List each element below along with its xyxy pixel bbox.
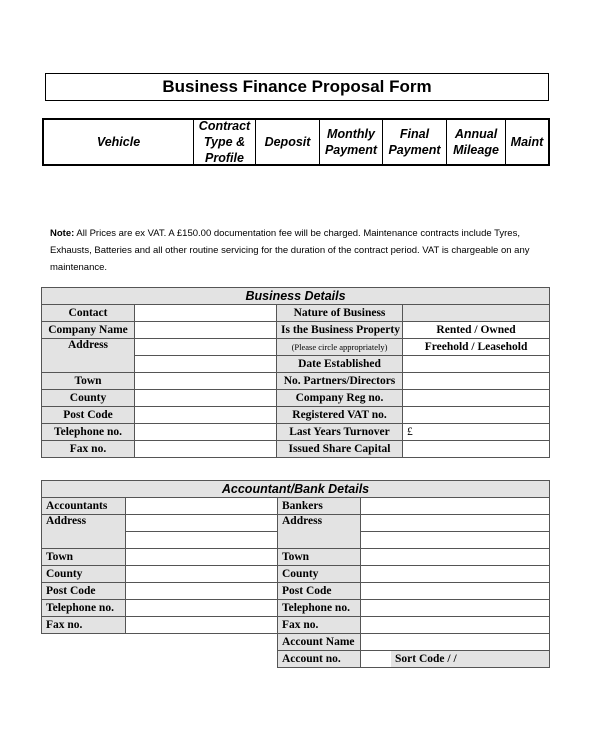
final-payment-header: Final Payment <box>383 120 447 164</box>
bank-address-field-2[interactable] <box>361 532 550 549</box>
town-label: Town <box>42 373 135 390</box>
acc-town-field[interactable] <box>126 549 278 566</box>
county-label: County <box>42 390 135 407</box>
account-name-field[interactable] <box>361 634 550 651</box>
bank-fax-field[interactable] <box>361 617 550 634</box>
accountant-bank-heading: Accountant/Bank Details <box>42 481 550 498</box>
note-body: All Prices are ex VAT. A £150.00 documentation fee will be charged. Maintenance contracts include Tyres, Exhausts, Batteries and all other routine servicing for the duration of the contract period. VAT is chargeable on any maintenance. <box>50 228 530 273</box>
telephone-field[interactable] <box>135 424 277 441</box>
circle-note: (Please circle appropriately) <box>277 339 403 356</box>
account-no-row <box>361 651 550 668</box>
bank-county-field[interactable] <box>361 566 550 583</box>
fax-label: Fax no. <box>42 441 135 458</box>
post-code-field[interactable] <box>135 407 277 424</box>
vehicle-header: Vehicle <box>44 120 194 164</box>
nature-of-business-field[interactable] <box>403 305 550 322</box>
town-field[interactable] <box>135 373 277 390</box>
sort-code-field[interactable]: Sort Code / / <box>391 651 549 667</box>
monthly-payment-header: Monthly Payment <box>320 120 383 164</box>
blank-cell <box>42 634 278 651</box>
contact-field[interactable] <box>135 305 277 322</box>
post-code-label: Post Code <box>42 407 135 424</box>
account-name-label: Account Name <box>278 634 361 651</box>
accountants-label: Accountants <box>42 498 126 515</box>
partners-label: No. Partners/Directors <box>277 373 403 390</box>
issued-share-capital-field[interactable] <box>403 441 550 458</box>
account-no-label: Account no. <box>278 651 361 668</box>
registered-vat-label: Registered VAT no. <box>277 407 403 424</box>
bank-post-code-field[interactable] <box>361 583 550 600</box>
note-label: Note: <box>50 228 75 239</box>
is-property-label: Is the Business Property <box>277 322 403 339</box>
bankers-label: Bankers <box>278 498 361 515</box>
acc-town-label: Town <box>42 549 126 566</box>
acc-address-field-2[interactable] <box>126 532 278 549</box>
county-field[interactable] <box>135 390 277 407</box>
nature-of-business-label: Nature of Business <box>277 305 403 322</box>
contact-label: Contact <box>42 305 135 322</box>
pound-sign: £ <box>407 426 413 438</box>
freehold-leasehold-option[interactable]: Freehold / Leasehold <box>403 339 550 356</box>
address-field-2[interactable] <box>135 356 277 373</box>
bank-address-label: Address <box>278 515 361 549</box>
account-no-field[interactable] <box>361 651 391 667</box>
issued-share-capital-label: Issued Share Capital <box>277 441 403 458</box>
company-reg-field[interactable] <box>403 390 550 407</box>
bank-address-field-1[interactable] <box>361 515 550 532</box>
business-details-table <box>41 287 550 458</box>
acc-telephone-field[interactable] <box>126 600 278 617</box>
accountant-bank-table <box>41 480 550 668</box>
acc-county-label: County <box>42 566 126 583</box>
blank-cell <box>42 651 278 668</box>
acc-address-field-1[interactable] <box>126 515 278 532</box>
acc-fax-label: Fax no. <box>42 617 126 634</box>
date-established-field[interactable] <box>403 356 550 373</box>
accountants-field[interactable] <box>126 498 278 515</box>
acc-county-field[interactable] <box>126 566 278 583</box>
acc-fax-field[interactable] <box>126 617 278 634</box>
address-label: Address <box>42 339 135 373</box>
bank-post-code-label: Post Code <box>278 583 361 600</box>
vehicle-table <box>42 118 550 166</box>
rented-owned-option[interactable]: Rented / Owned <box>403 322 550 339</box>
maint-header: Maint <box>510 135 544 149</box>
deposit-header: Deposit <box>256 120 320 164</box>
company-name-field[interactable] <box>135 322 277 339</box>
bank-town-label: Town <box>278 549 361 566</box>
address-field-1[interactable] <box>135 339 277 356</box>
fax-field[interactable] <box>135 441 277 458</box>
last-years-turnover-label: Last Years Turnover <box>277 424 403 441</box>
note-text <box>50 225 540 276</box>
annual-mileage-header: Annual Mileage <box>447 120 506 164</box>
telephone-label: Telephone no. <box>42 424 135 441</box>
business-details-heading: Business Details <box>42 288 550 305</box>
bankers-field[interactable] <box>361 498 550 515</box>
bank-telephone-label: Telephone no. <box>278 600 361 617</box>
acc-post-code-field[interactable] <box>126 583 278 600</box>
last-years-turnover-field[interactable] <box>403 424 550 441</box>
date-established-label: Date Established <box>277 356 403 373</box>
company-reg-label: Company Reg no. <box>277 390 403 407</box>
acc-address-label: Address <box>42 515 126 549</box>
form-title: Business Finance Proposal Form <box>45 73 549 101</box>
registered-vat-field[interactable] <box>403 407 550 424</box>
bank-fax-label: Fax no. <box>278 617 361 634</box>
contract-type-header: Contract Type & Profile <box>194 120 256 164</box>
partners-field[interactable] <box>403 373 550 390</box>
company-name-label: Company Name <box>42 322 135 339</box>
bank-town-field[interactable] <box>361 549 550 566</box>
bank-county-label: County <box>278 566 361 583</box>
acc-telephone-label: Telephone no. <box>42 600 126 617</box>
acc-post-code-label: Post Code <box>42 583 126 600</box>
bank-telephone-field[interactable] <box>361 600 550 617</box>
